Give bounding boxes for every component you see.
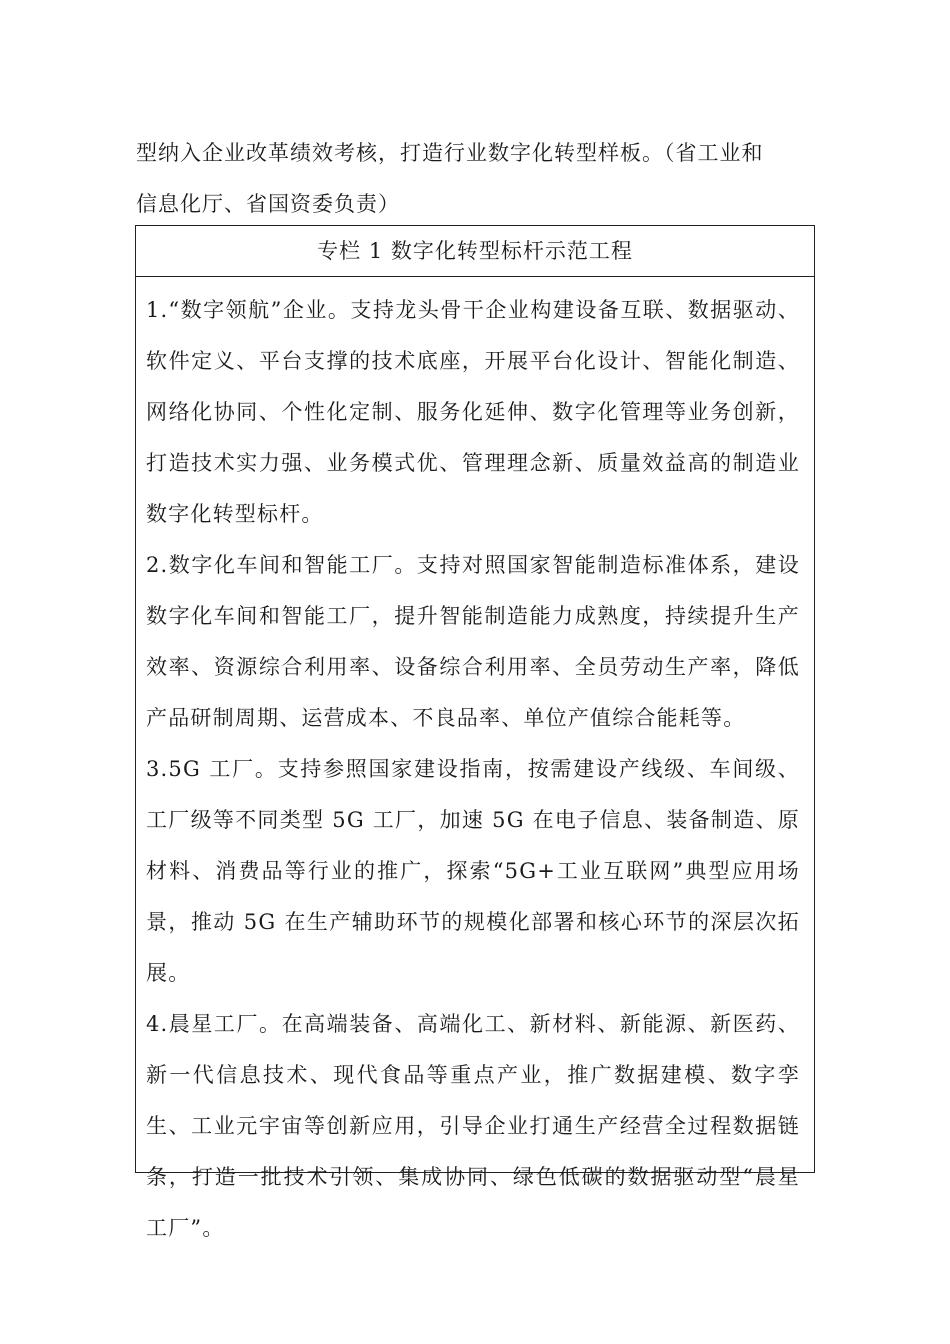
column-box [135,225,815,1240]
column-item-3: 3.5G 工厂。支持参照国家建设指南，按需建设产线级、车间级、工厂级等不同类型 5G 工厂，加速 5G 在电子信息、装备制造、原材料、消费品等行业的推广，探索“5G+工业互联网”典型应用场景，推动 5G 在生产辅助环节的规模化部署和核心环节的深层次拓展。 [146,757,800,985]
column-item-4: 4.晨星工厂。在高端装备、高端化工、新材料、新能源、新医药、新一代信息技术、现代食品等重点产业，推广数据建模、数字孪生、工业元宇宙等创新应用，引导企业打通生产经营全过程数据链条，打造一批技术引领、集成协同、绿色低碳的数据驱动型“晨星工厂”。 [146,1012,800,1240]
column-title: 专栏 1 数字化转型标杆示范工程 [136,226,814,277]
intro-line-1: 型纳入企业改革绩效考核，打造行业数字化转型样板。（省工业和 [136,141,764,165]
column-body [136,277,814,1254]
column-item-1: 1.“数字领航”企业。支持龙头骨干企业构建设备互联、数据驱动、软件定义、平台支撑的技术底座，开展平台化设计、智能化制造、网络化协同、个性化定制、服务化延伸、数字化管理等业务创新，打造技术实力强、业务模式优、管理理念新、质量效益高的制造业数字化转型标杆。 [146,298,800,526]
intro-line-2: 信息化厅、省国资委负责） [136,192,400,216]
intro-paragraph [136,128,816,230]
column-item-2: 2.数字化车间和智能工厂。支持对照国家智能制造标准体系，建设数字化车间和智能工厂，提升智能制造能力成熟度，持续提升生产效率、资源综合利用率、设备综合利用率、全员劳动生产率，降低产品研制周期、运营成本、不良品率、单位产值综合能耗等。 [146,553,800,730]
